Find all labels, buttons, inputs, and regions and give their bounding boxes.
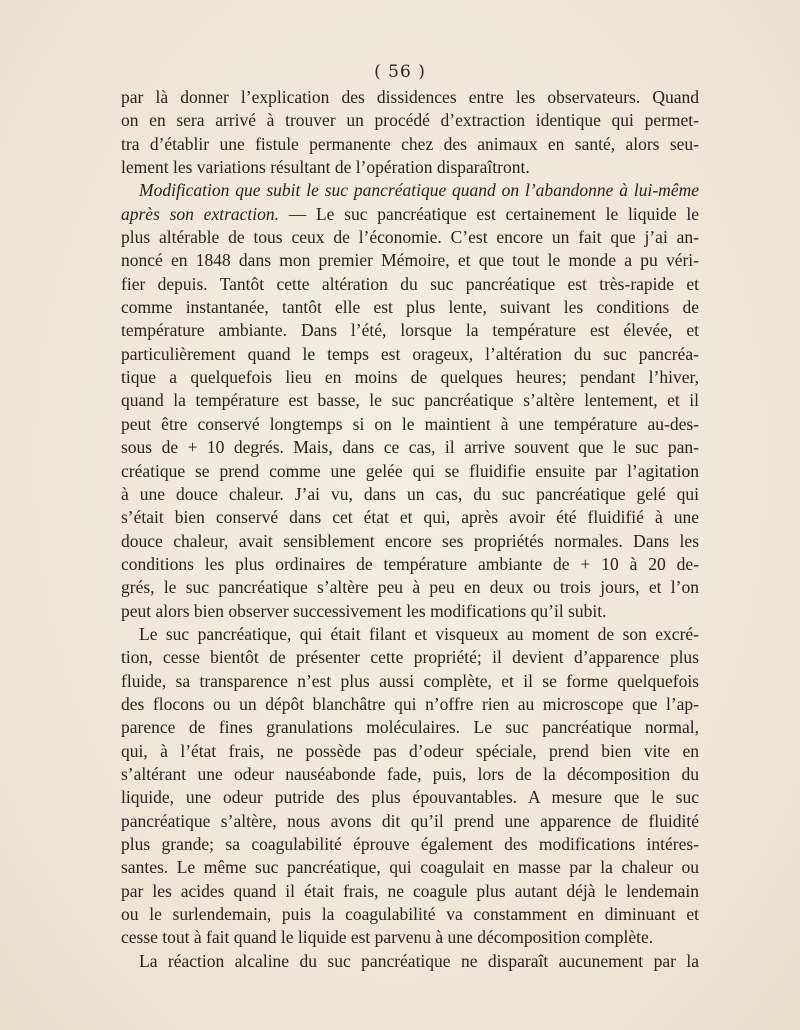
text-line — [121, 786, 699, 809]
text-line — [121, 670, 699, 693]
text-line — [121, 716, 699, 739]
text-line — [121, 273, 699, 296]
paragraph — [121, 179, 699, 623]
line-text: on en sera arrivé à trouver un procédé d’extraction identique qui permet- — [121, 110, 699, 131]
line-text: plus grande; sa coagulabilité éprouve également des modifications intéres- — [121, 834, 699, 854]
line-text: comme instantanée, tantôt elle est plus lente, suivant les conditions de — [121, 297, 699, 318]
italic-heading: après son extraction. — [121, 203, 279, 224]
line-text: santes. Le même suc pancréatique, qui coagulait en masse par la chaleur ou — [121, 857, 699, 878]
text-line — [121, 296, 699, 319]
line-text: peut alors bien observer successivement les modifications qu’il subit. — [121, 600, 607, 621]
line-text: créatique se prend comme une gelée qui se fluidifie ensuite par l’agitation — [121, 460, 699, 481]
text-line — [121, 926, 699, 949]
text-line — [121, 693, 699, 716]
text-line — [121, 483, 699, 506]
text-line — [121, 530, 699, 553]
text-line — [121, 133, 699, 156]
line-text: — Le suc pancréatique est certainement le liquide le — [279, 203, 699, 224]
text-line — [121, 833, 699, 856]
line-text: plus altérable de tous ceux de l’économie. C’est encore un fait que j’ai an- — [121, 227, 699, 248]
line-text: des flocons ou un dépôt blanchâtre qui n’offre rien au microscope que l’ap- — [121, 693, 699, 714]
line-text: Le suc pancréatique, qui était filant et visqueux au moment de son excré- — [139, 623, 699, 644]
text-line — [121, 226, 699, 249]
text-line — [121, 179, 699, 202]
text-line — [121, 203, 699, 226]
text-line — [121, 460, 699, 483]
text-line — [121, 249, 699, 272]
line-text: lement les variations résultant de l’opération disparaîtront. — [121, 157, 530, 178]
line-text: s’était bien conservé dans cet état et qui, après avoir été fluidifié à une — [121, 507, 699, 528]
line-text: noncé en 1848 dans mon premier Mémoire, et que tout le monde a pu véri- — [121, 250, 699, 271]
text-line — [121, 576, 699, 599]
line-text: tra d’établir une fistule permanente chez des animaux en santé, alors seu- — [121, 133, 699, 154]
text-line — [121, 413, 699, 436]
line-text: liquide, une odeur putride des plus épouvantables. A mesure que le suc — [121, 787, 699, 808]
text-line — [121, 880, 699, 903]
text-line — [121, 389, 699, 412]
text-line — [121, 600, 699, 623]
line-text: pancréatique s’altère, nous avons dit qu’il prend une apparence de fluidité — [121, 810, 699, 831]
text-line — [121, 343, 699, 366]
line-text: tique a quelquefois lieu en moins de quelques heures; pendant l’hiver, — [121, 367, 699, 388]
line-text: grés, le suc pancréatique s’altère peu à peu en deux ou trois jours, et l’on — [121, 577, 699, 598]
line-text: fier depuis. Tantôt cette altération du suc pancréatique est très-rapide et — [121, 273, 699, 294]
text-line — [121, 810, 699, 833]
text-line — [121, 109, 699, 132]
text-line — [121, 86, 699, 109]
line-text: par les acides quand il était frais, ne coagule plus autant déjà le lendemain — [121, 880, 699, 901]
italic-heading: Modification que subit le suc pancréatique quand on l’abandonne à lui-même — [139, 180, 699, 201]
paragraph — [121, 86, 699, 179]
text-line — [121, 553, 699, 576]
text-line — [121, 366, 699, 389]
text-line — [121, 646, 699, 669]
line-text: peut être conservé longtemps si on le maintient à une température au-des- — [121, 413, 699, 434]
text-line — [121, 763, 699, 786]
text-line — [121, 740, 699, 763]
line-text: particulièrement quand le temps est orageux, l’altération du suc pancréa- — [121, 343, 699, 364]
text-line — [121, 506, 699, 529]
text-line — [121, 623, 699, 646]
line-text: sous de + 10 degrés. Mais, dans ce cas, il arrive souvent que le suc pan- — [121, 437, 699, 458]
paragraph — [121, 950, 699, 973]
text-line — [121, 319, 699, 342]
text-line — [121, 856, 699, 879]
line-text: parence de fines granulations moléculaires. Le suc pancréatique normal, — [121, 717, 699, 738]
line-text: douce chaleur, avait sensiblement encore ses propriétés normales. Dans les — [121, 530, 699, 551]
text-line — [121, 436, 699, 459]
line-text: s’altérant une odeur nauséabonde fade, puis, lors de la décomposition du — [121, 763, 699, 784]
line-text: par là donner l’explication des dissidences entre les observateurs. Quand — [121, 87, 699, 107]
line-text: à une douce chaleur. J’ai vu, dans un cas, du suc pancréatique gelé qui — [121, 483, 699, 504]
paragraph — [121, 623, 699, 950]
line-text: conditions les plus ordinaires de température ambiante de + 10 à 20 de- — [121, 553, 699, 574]
line-text: cesse tout à fait quand le liquide est parvenu à une décomposition complète. — [121, 927, 654, 948]
line-text: tion, cesse bientôt de présenter cette propriété; il devient d’apparence plus — [121, 647, 699, 668]
text-line — [121, 156, 699, 179]
line-text: ou le surlendemain, puis la coagulabilité va constamment en diminuant et — [121, 904, 699, 925]
line-text: La réaction alcaline du suc pancréatique ne disparaît aucunement par la — [139, 950, 699, 971]
line-text: température ambiante. Dans l’été, lorsque la température est élevée, et — [121, 320, 699, 341]
text-line — [121, 903, 699, 926]
line-text: quand la température est basse, le suc pancréatique s’altère lentement, et il — [121, 390, 699, 411]
page-number: ( 56 ) — [374, 62, 426, 82]
line-text: fluide, sa transparence n’est plus aussi complète, et il se forme quelquefois — [121, 670, 699, 691]
text-line — [121, 950, 699, 973]
body-text — [121, 86, 699, 973]
line-text: qui, à l’état frais, ne possède pas d’odeur spéciale, prend bien vite en — [121, 740, 699, 761]
